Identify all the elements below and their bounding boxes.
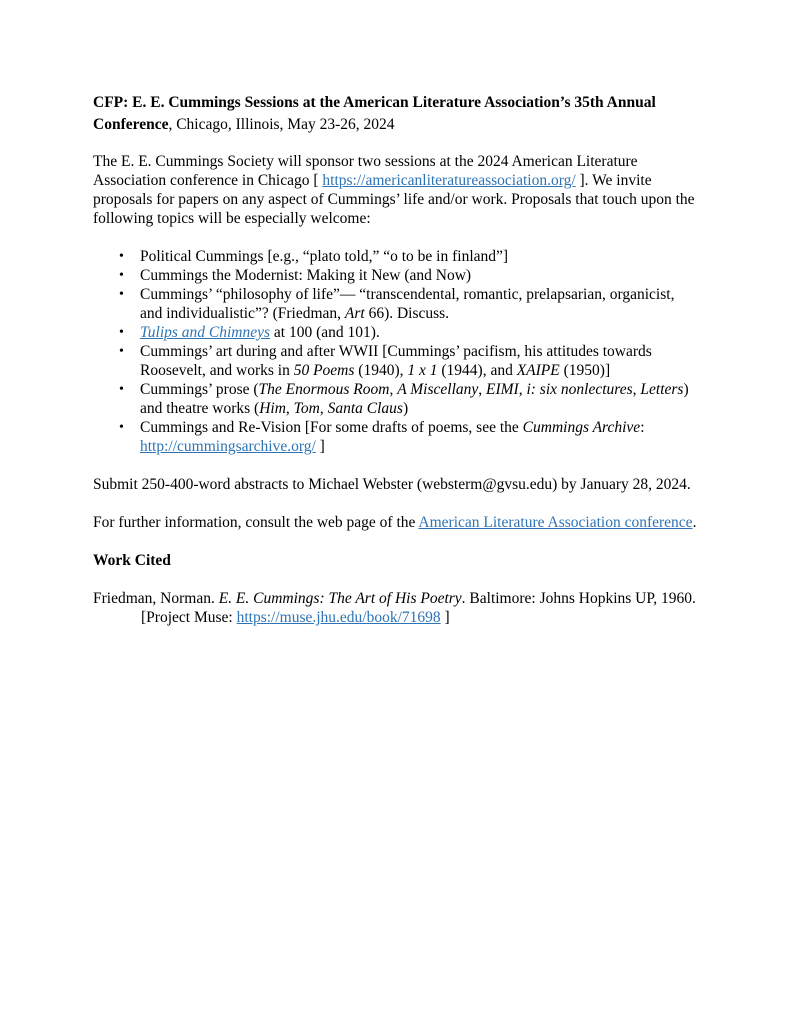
text-run: EIMI <box>486 381 519 398</box>
bullet-icon: • <box>119 420 124 435</box>
topic-list-item <box>93 380 697 418</box>
topic-list-item <box>93 266 697 285</box>
text-run: A Miscellany <box>397 381 479 398</box>
work-cited-heading: Work Cited <box>93 552 171 569</box>
ala-conference-page-link[interactable]: American Literature Association conference <box>418 514 693 531</box>
text-run: ) and theatre works ( <box>140 381 689 417</box>
topic-list-item <box>93 285 697 323</box>
text-run: ]. We invite proposals for papers on any aspect of Cummings’ life and/or work. Proposals that touch upon the following topics will be especially welcome: <box>93 172 695 227</box>
text-run: Cummings and Re-Vision [For some drafts of poems, see the <box>140 419 523 436</box>
text-run: : <box>640 419 645 436</box>
bullet-icon: • <box>119 287 124 302</box>
text-run: ] <box>315 438 325 455</box>
topics-list <box>93 247 697 456</box>
text-run: ) <box>402 400 409 417</box>
text-run: Political Cummings [e.g., “plato told,” “o to be in finland”] <box>140 248 509 265</box>
text-run: 50 Poems <box>293 362 355 379</box>
text-run: Tom <box>293 400 320 417</box>
text-run: For further information, consult the web page of the <box>93 514 419 531</box>
text-run: ] <box>440 609 450 626</box>
text-run: i: six nonlectures <box>526 381 633 398</box>
text-run: . <box>692 514 697 531</box>
cfp-title-location-date: , Chicago, Illinois, May 23-26, 2024 <box>168 116 395 133</box>
text-run: Friedman, Norman. <box>93 590 219 607</box>
text-run: The E. E. Cummings Society will sponsor two sessions at the 2024 American Literature Association conference in Chicago [ <box>93 153 638 189</box>
text-run: XAIPE <box>516 362 560 379</box>
text-run: The Enormous Room <box>258 381 390 398</box>
text-run: , <box>632 381 641 398</box>
topic-list-item <box>93 342 697 380</box>
text-run: 1 x 1 <box>407 362 438 379</box>
project-muse-link[interactable]: https://muse.jhu.edu/book/71698 <box>236 609 441 626</box>
text-run: Cummings Archive <box>522 419 641 436</box>
text-run: Submit 250-400-word abstracts to Michael Webster (websterm@gvsu.edu) by January 28, 2024. <box>93 476 691 493</box>
text-run: Cummings’ prose ( <box>140 381 259 398</box>
text-run: Letters <box>640 381 684 398</box>
topic-list-item <box>93 247 697 266</box>
text-run: Cummings’ art during and after WWII [Cummings’ pacifism, his attitudes towards Roosevelt, and works in <box>140 343 652 379</box>
text-run: , <box>389 381 398 398</box>
text-run: (1940), <box>354 362 408 379</box>
topic-list-item <box>93 418 697 456</box>
intro-paragraph <box>93 152 697 228</box>
text-run: Art <box>344 305 365 322</box>
text-run: . Baltimore: Johns Hopkins UP, 1960. [Project Muse: <box>141 590 696 626</box>
text-run: E. E. Cummings: The Art of His Poetry <box>218 590 462 607</box>
text-run: , <box>285 400 294 417</box>
bullet-icon: • <box>119 382 124 397</box>
text-run: Cummings the Modernist: Making it New (and Now) <box>140 267 472 284</box>
bullet-icon: • <box>119 325 124 340</box>
text-run: Cummings’ “philosophy of life”— “transcendental, romantic, prelapsarian, organicist, and individualistic”? (Friedman, <box>140 286 675 322</box>
text-run: at 100 (and 101). <box>270 324 380 341</box>
submission-paragraph <box>93 475 697 494</box>
ala-website-link[interactable]: https://americanliteratureassociation.org/ <box>322 172 576 189</box>
bullet-icon: • <box>119 249 124 264</box>
bullet-icon: • <box>119 344 124 359</box>
text-run: Him <box>259 400 286 417</box>
text-run: , <box>319 400 328 417</box>
text-run: , <box>518 381 527 398</box>
cummings-archive-link[interactable]: http://cummingsarchive.org/ <box>140 438 316 455</box>
text-run: 66). Discuss. <box>364 305 450 322</box>
citation-entry <box>93 589 697 627</box>
topic-list-item <box>93 323 697 342</box>
bullet-icon: • <box>119 268 124 283</box>
text-run: (1950)] <box>559 362 611 379</box>
page-title <box>93 92 697 136</box>
text-run: , <box>478 381 487 398</box>
tulips-and-chimneys-link[interactable]: Tulips and Chimneys <box>140 324 271 341</box>
text-run: Santa Claus <box>327 400 403 417</box>
text-run: (1944), and <box>437 362 517 379</box>
cfp-title-bold: CFP: E. E. Cummings Sessions at the American Literature Association’s 35th Annual Conference <box>93 94 656 133</box>
further-info-paragraph <box>93 513 697 532</box>
